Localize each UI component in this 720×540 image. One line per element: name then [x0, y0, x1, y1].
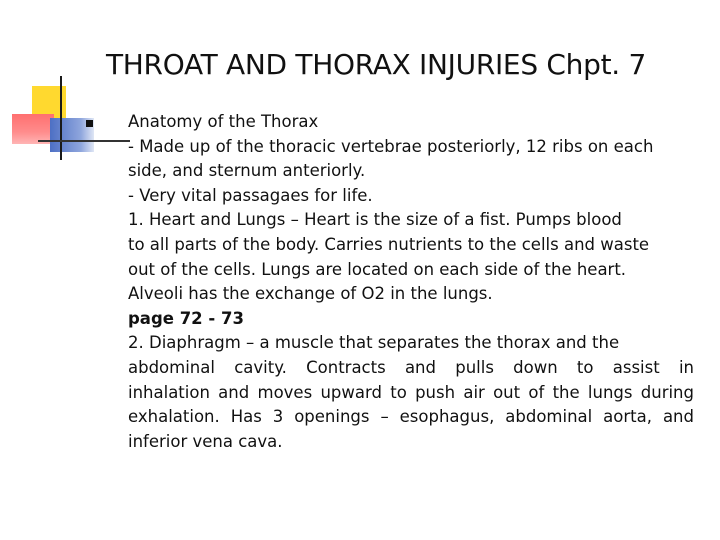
body-line-4: 1. Heart and Lungs – Heart is the size of a fist. Pumps blood: [128, 210, 622, 230]
bullet-square-icon: [86, 120, 93, 127]
slide-title: THROAT AND THORAX INJURIES Chpt. 7: [106, 48, 646, 81]
body-line-12: exhalation. Has 3 openings – esophagus, abdominal aorta, and: [128, 407, 694, 427]
body-line-3: - Very vital passagaes for life.: [128, 185, 373, 205]
body-line-11: inhalation and moves upward to push air out of the lungs during: [128, 382, 694, 402]
body-line-2: side, and sternum anteriorly.: [128, 161, 366, 181]
body-line-13: inferior vena cava.: [128, 431, 283, 451]
body-line-9: 2. Diaphragm – a muscle that separates the thorax and the: [128, 333, 620, 353]
decorative-horizontal-line: [38, 140, 130, 142]
body-line-10: abdominal cavity. Contracts and pulls down to assist in: [128, 357, 694, 377]
body-line-7: Alveoli has the exchange of O2 in the lungs.: [128, 284, 493, 304]
body-line-6: out of the cells. Lungs are located on each side of the heart.: [128, 259, 627, 279]
page-reference: page 72 - 73: [128, 308, 244, 328]
slide-body: [128, 110, 694, 454]
body-line-5: to all parts of the body. Carries nutrients to the cells and waste: [128, 234, 650, 254]
body-heading: Anatomy of the Thorax: [128, 112, 319, 131]
body-line-1: - Made up of the thoracic vertebrae posteriorly, 12 ribs on each: [128, 136, 654, 156]
decorative-vertical-line: [60, 76, 62, 160]
